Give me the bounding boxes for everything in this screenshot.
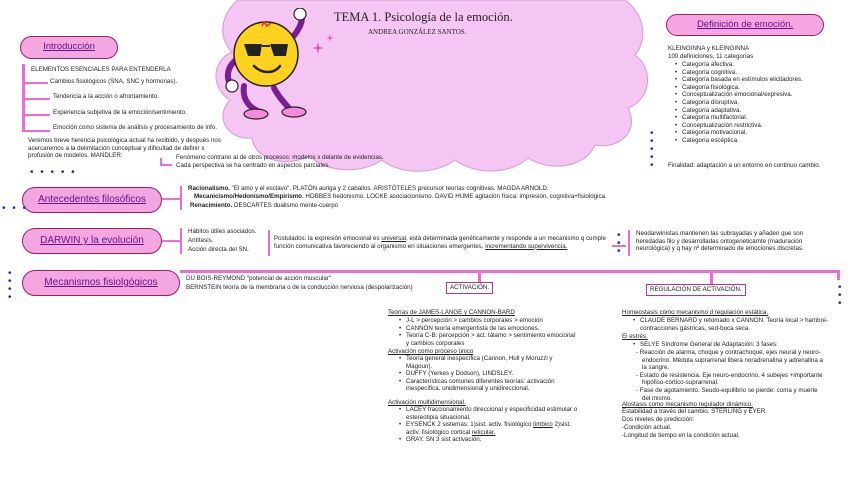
intro-branch-2 <box>24 98 50 100</box>
definition-source: KLEINGINNA y KLEINGINNA <box>668 45 750 52</box>
levels-title: Dos niveles de predicción: <box>622 416 695 423</box>
category-item: • Categoría afectiva. <box>682 61 803 69</box>
category-item: • Categoría motivacional. <box>682 129 803 137</box>
alo-title: Alostasis como mecanismo regulador dinámico. <box>622 401 754 408</box>
definition-purpose: Finalidad: adaptación a un entorno en continuo cambio. <box>668 162 821 169</box>
category-item: • Categoría fisiológica. <box>682 84 803 92</box>
level-2: -Longitud de tiempo en la condición actual. <box>622 432 740 439</box>
intro-heading: ELEMENTOS ESENCIALES PARA ENTENDERLA <box>31 66 171 73</box>
antecedentes-bracket <box>180 186 182 210</box>
category-item: • Categoría cognitiva. <box>682 69 803 77</box>
antecedentes-row-2 <box>194 193 607 201</box>
antecedentes-pill[interactable] <box>22 187 162 213</box>
selye-list <box>630 341 830 349</box>
intro-item-2: Tendencia a la acción o afrontamiento. <box>53 93 159 100</box>
mandler-line-2: Cada perspectiva se ha centrado en aspectos parciales. <box>176 162 331 169</box>
darwin-bracket-2 <box>268 230 270 256</box>
dots-decoration: • • • <box>2 203 29 214</box>
unico-item: • DUFFY (Yerkes y Dodson), LINDSLEY. <box>406 370 576 378</box>
phase-text: Estado de resistencia. Eje neuro-endocrino, 4 subejes +importante hipófiso-córtico-suprarrenal. <box>639 371 823 387</box>
antecedentes-row-3 <box>190 202 338 210</box>
category-item: • Categoría disruptiva. <box>682 99 803 107</box>
intro-item-3: Experiencia subjetiva de la emoción/sentimiento. <box>53 109 187 116</box>
darwin-label: DARWIN y la evolución <box>40 235 144 246</box>
antecedentes-term: Racionalismo. <box>188 185 230 192</box>
mandler-line-1: Fenómeno contrario al de otros procesos: modelos x delante de evidencias. <box>176 154 384 161</box>
multi-item: • LACEY fraccionamiento direccional y especificidad estimular o estereotipia situacional. <box>406 406 578 421</box>
theory-item: • CANNON teoría emergentista de las emociones. <box>406 325 576 333</box>
postulados-text: , está determinada genéticamente y responde a un mecanismo q cumple función comunicativa favoreciendo al organismo en situaciones emergentes, <box>274 235 606 250</box>
dots-decoration: • • • • • <box>30 167 77 178</box>
intro-item-4: Emoción como sistema de análisis y procesamiento de info. <box>53 124 218 131</box>
author-name: ANDREA GONZÁLEZ SANTOS. <box>368 28 467 36</box>
antecedentes-text: DESCARTES dualismo mente-cuerpo <box>232 202 339 209</box>
intro-branch-1 <box>24 82 48 84</box>
eysenck-text: EYSENCK 2 sistemas: 1)sist. activ. fisiológico <box>406 421 534 429</box>
eysenck-underlined: reticular. <box>471 428 496 436</box>
sparkle-icon <box>312 42 324 54</box>
phase-text: Fase de agotamiento. Seudo-equilibrio se pierde: coma y muerte del mismo. <box>639 386 818 402</box>
darwin-principle-2: Antítesis. <box>188 237 214 244</box>
intro-label: Introducción <box>43 41 95 52</box>
multi-list <box>396 406 578 444</box>
unico-list <box>396 355 576 393</box>
selye-item: • SELYE Síndrome General de Adaptación: 3 fases: <box>640 341 830 349</box>
activation-drop <box>478 272 481 282</box>
dots-decoration-vertical: • • • <box>617 230 621 257</box>
theories-title: Teorías de JAMES-LANGE y CANNON-BARD <box>388 309 515 316</box>
homeo-title: Homeostasis como mecanismo d regulación estática. <box>622 309 769 316</box>
category-item: • Categoría adaptativa. <box>682 107 803 115</box>
stress-title: El estrés. <box>622 333 648 340</box>
darwin-postulados <box>274 235 620 250</box>
postulados-underlined: universal <box>381 235 407 242</box>
category-item: • Conceptualización emocional/expresiva. <box>682 91 803 99</box>
unico-item: • Características comunes diferentes teorías: activación inespecífica, unidimensional y unidireccional. <box>406 378 576 393</box>
mecanismos-pill[interactable] <box>22 270 180 296</box>
darwin-principle-3: Acción directa del SN. <box>188 246 249 253</box>
sparkle-icon <box>326 34 334 42</box>
darwin-connector <box>162 240 182 242</box>
darwin-principle-1: Hábitos útiles asociados. <box>188 228 257 235</box>
antecedentes-row-1 <box>188 185 549 193</box>
darwin-pill[interactable] <box>22 228 162 254</box>
sunglasses-emoji-icon <box>222 8 317 120</box>
regulation-label: REGULACIÓN DE ACTIVACIÓN. <box>646 284 746 296</box>
level-1: -Condición actual. <box>622 424 672 431</box>
mecanismos-main-line <box>180 270 840 273</box>
postulados-text: Postulados: la expresión emocional es <box>274 235 382 242</box>
antecedentes-text: HOBBES hedonismo. LOCKE asociacionismo. DAVID HUME agitación física: impresión, cognitiva+fisiológica. <box>303 193 607 200</box>
theory-item: • Teoría C-B: percepción > act. tálamo > sentimiento emocional y cambios corporales <box>406 332 576 347</box>
dots-decoration-vertical: • • • <box>838 282 842 309</box>
mandler-connector-h <box>160 164 172 166</box>
intro-branch-3 <box>24 114 50 116</box>
multi-item: • GRAY. SN 3 sist activación. <box>406 436 578 444</box>
definition-label: Definición de emoción. <box>696 19 794 30</box>
category-item: • Categoría escéptica. <box>682 137 803 145</box>
category-item: • Categoría basada en estímulos elicitadores. <box>682 76 803 84</box>
multi-item <box>406 421 578 436</box>
phase-item: - Reacción de alarma, choque y contrachoque, ejes neural y neuro-endocrino. Médula suprarrenal libera noradrenalina y adrenalina a la sangre. <box>636 349 823 372</box>
eysenck-underlined: límbico <box>533 421 553 429</box>
intro-paragraph: Veremos breve herencia psicológica actual ha recibido, y después nos acercaremos a la delimitación conceptual y dificultad de definir x profusión de modelos. MANDLER: <box>28 137 221 160</box>
dots-decoration-vertical: • • • • • <box>650 128 654 171</box>
phase-item: - Fase de agotamiento. Seudo-equilibrio se pierde: coma y muerte del mismo. <box>636 386 818 402</box>
page-title: TEMA 1. Psicología de la emoción. <box>334 10 513 24</box>
theory-item: • J-L > percepción > cambios corporales > emoción <box>406 317 576 325</box>
antecedentes-connector <box>162 198 182 200</box>
mecanismos-line-2: BERNSTEIN teoría de la membrana o de la conducción nerviosa (despolarización) <box>186 284 413 291</box>
mecanismos-line-1: DU BOIS-REYMOND "potencial de acción muscular" <box>186 275 332 282</box>
postulados-underlined: incrementando supervivencia. <box>485 242 568 250</box>
phases-list <box>636 349 826 402</box>
darwin-neo-bracket <box>628 230 630 256</box>
category-item: • Categoría multifactorial. <box>682 114 803 122</box>
multi-title: Activación multidimensional. <box>388 399 466 406</box>
homeo-item: • CLAUDE BERNARD y retomado x CANNON. Teoría local > hambre-contracciones gástricas, sed-boca seca. <box>640 317 830 332</box>
definition-categories <box>672 61 803 145</box>
antecedentes-label: Antecedentes filosóficos <box>38 194 146 205</box>
eysenck-text: 2)sist. activ. fisiológico cortical <box>406 421 571 436</box>
alo-text: Estabilidad a través del cambio. STERLING y EYER. <box>622 408 768 415</box>
unico-title: Activación como proceso único <box>388 348 474 355</box>
regulation-drop <box>710 272 713 284</box>
category-item: • Conceptualización restrictiva. <box>682 122 803 130</box>
dots-decoration-vertical: • • • • <box>8 268 12 303</box>
right-drop <box>837 270 840 280</box>
intro-item-1: Cambios fisiológicos (SNA, SNC y hormonas). <box>50 78 178 85</box>
phase-text: Reacción de alarma, choque y contrachoque, ejes neural y neuro-endocrino. Médula suprarrenal libera noradrenalina y adrenalina a la sangre. <box>639 349 823 372</box>
darwin-neo: Neodarwinistas mantienen las subrayadas y añaden que son heredadas filo y desarrolladas ontogeneticamte (maduración neurológica) y q hay nº determinado de emociones discretas. <box>636 230 804 253</box>
definition-pill[interactable] <box>666 14 824 36</box>
intro-pill[interactable] <box>20 36 118 59</box>
antecedentes-text: "El amo y el esclavo". PLATÓN auriga y 2 caballos. ARISTÓTELES precursor teorías cognitivas. MAGDA ARNOLD. <box>229 185 549 192</box>
mecanismos-label: Mecanismos fisiolgógicos <box>44 277 158 288</box>
unico-item: • Teoría general inespecífica (Cannon, Hull y Moruzzi y Magoun). <box>406 355 576 370</box>
homeo-list <box>630 317 830 332</box>
darwin-bracket <box>180 228 182 254</box>
intro-branch-4 <box>24 130 50 132</box>
phase-item: - Estado de resistencia. Eje neuro-endocrino, 4 subejes +importante hipófiso-córtico-suprarrenal. <box>636 371 823 387</box>
definition-subtitle: 100 definiciones, 11 categorías <box>668 53 754 60</box>
theories-list <box>396 317 576 347</box>
antecedentes-term: Renacimiento. <box>190 202 233 209</box>
antecedentes-term: Mecanicismo/Hedonismo/Empirismo. <box>194 193 304 200</box>
activation-label: ACTIVACIÓN. <box>446 282 493 294</box>
